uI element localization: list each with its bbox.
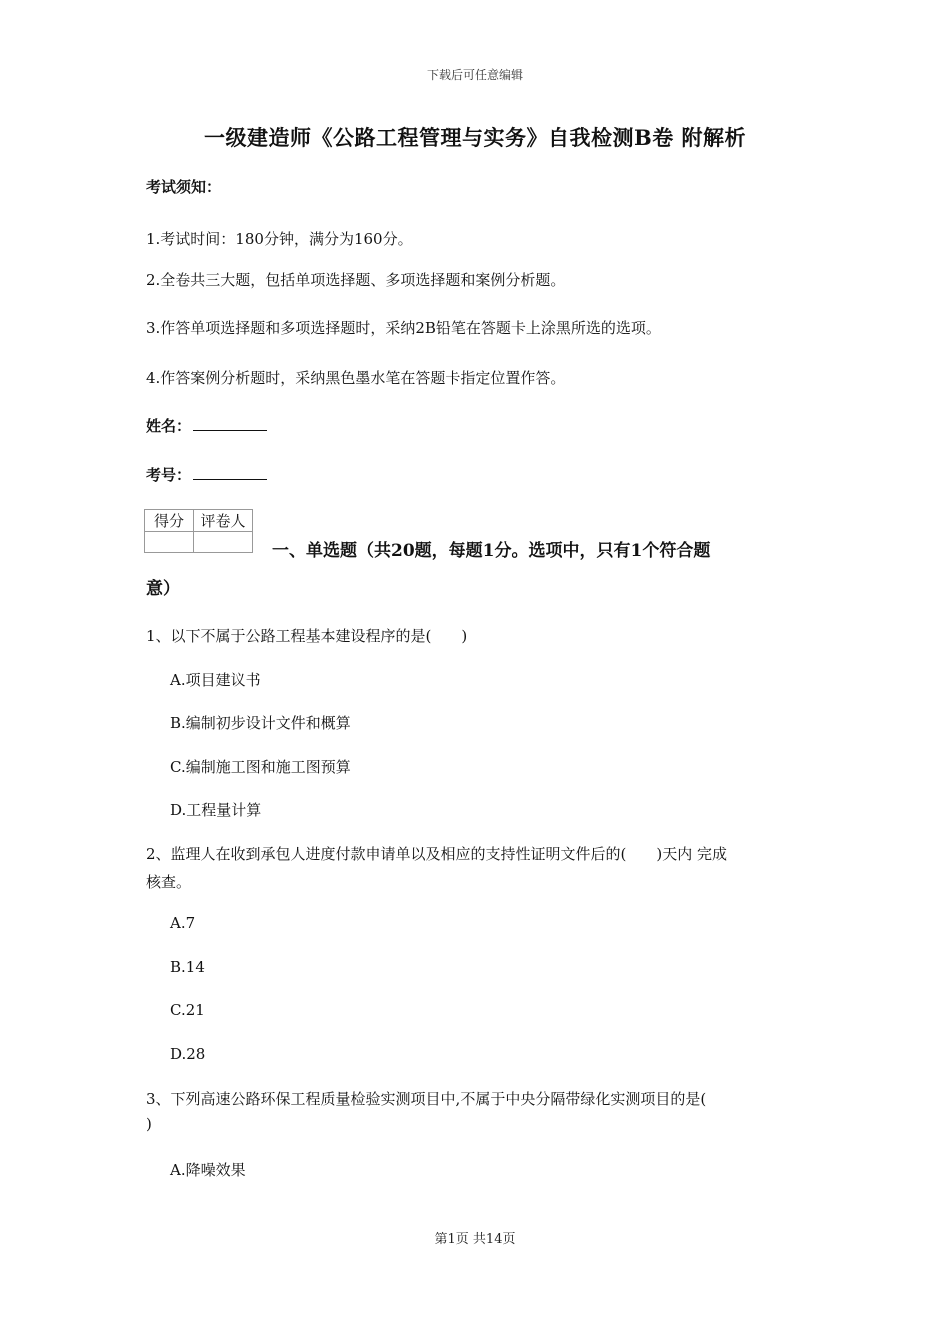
- document-title: 一级建造师《公路工程管理与实务》自我检测B卷 附解析: [203, 125, 747, 150]
- question-option: A.7: [170, 914, 196, 932]
- question-stem: 2、监理人在收到承包人进度付款申请单以及相应的支持性证明文件后的( )天内 完成: [146, 845, 728, 863]
- name-label: 姓名：: [146, 417, 192, 435]
- question-stem: 1、以下不属于公路工程基本建设程序的是( ): [146, 627, 468, 645]
- grader-header: 评卷人: [194, 510, 253, 532]
- question-stem-continued: 核查。: [146, 873, 192, 891]
- grader-cell[interactable]: [194, 532, 253, 553]
- question-option: D.28: [170, 1045, 206, 1063]
- header-note: 下载后可任意编辑: [426, 68, 523, 82]
- section-title: 一、单选题（共20题，每题1分。选项中，只有1个符合题: [272, 541, 711, 561]
- score-cell[interactable]: [145, 532, 194, 553]
- question-option: D.工程量计算: [170, 801, 262, 819]
- question-option: A.降噪效果: [170, 1161, 246, 1179]
- notice-item: 1.考试时间：180分钟，满分为160分。: [146, 230, 413, 248]
- number-field: [146, 464, 267, 485]
- notice-item: 3.作答单项选择题和多项选择题时，采纳2B铅笔在答题卡上涂黑所选的选项。: [146, 319, 661, 337]
- name-field: [146, 415, 267, 436]
- page-number: 第1页 共14页: [434, 1232, 516, 1247]
- score-table: [144, 509, 253, 553]
- notice-heading: 考试须知：: [146, 178, 222, 196]
- score-header: 得分: [145, 510, 194, 532]
- notice-item: 4.作答案例分析题时，采纳黑色墨水笔在答题卡指定位置作答。: [146, 369, 566, 387]
- notice-item: 2.全卷共三大题，包括单项选择题、多项选择题和案例分析题。: [146, 271, 566, 289]
- question-option: C.编制施工图和施工图预算: [170, 758, 351, 776]
- question-option: A.项目建议书: [170, 671, 261, 689]
- question-option: B.编制初步设计文件和概算: [170, 714, 351, 732]
- section-title-continued: 意）: [146, 579, 180, 599]
- question-option: B.14: [170, 958, 205, 976]
- number-blank[interactable]: [193, 464, 267, 480]
- question-option: C.21: [170, 1001, 205, 1019]
- question-stem-continued: ): [146, 1115, 152, 1133]
- name-blank[interactable]: [193, 415, 267, 431]
- number-label: 考号：: [146, 466, 192, 484]
- question-stem: 3、下列高速公路环保工程质量检验实测项目中,不属于中央分隔带绿化实测项目的是(: [146, 1090, 707, 1108]
